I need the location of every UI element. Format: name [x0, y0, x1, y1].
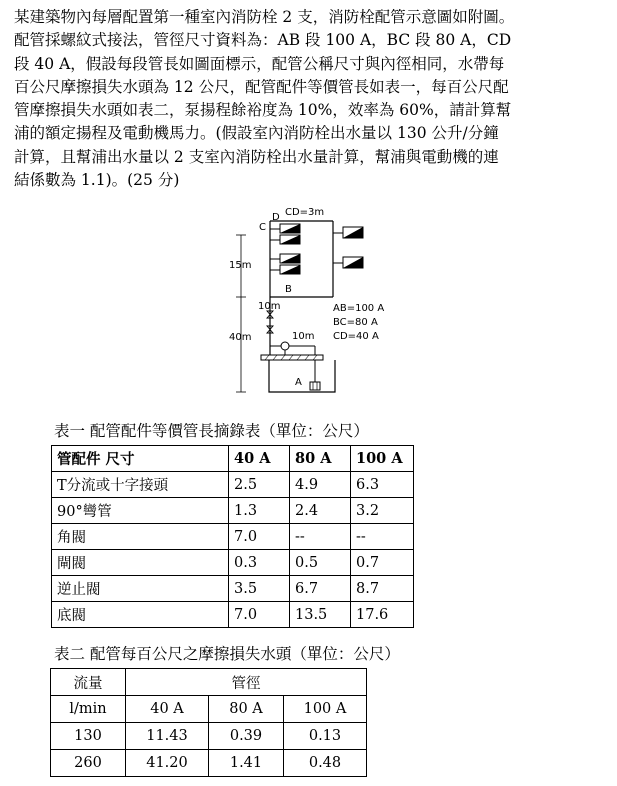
equivalent-length-table — [51, 445, 414, 628]
table-cell: 閘閥 — [52, 550, 229, 576]
label-point-b: B — [285, 284, 292, 295]
label-cd-length: CD=3m — [285, 207, 325, 218]
label-horizontal-length: 10m — [292, 331, 315, 342]
table-header-row — [51, 669, 367, 696]
legend-ab: AB=100 A — [333, 303, 385, 314]
label-vertical-length: 10m — [258, 301, 281, 312]
legend-cd: CD=40 A — [333, 331, 379, 342]
table-cell: 17.6 — [351, 602, 414, 628]
table-row — [51, 723, 367, 750]
problem-line: 管摩擦損失水頭如表二，泵揚程餘裕度為 10%，效率為 60%，請計算幫 — [14, 101, 512, 120]
table-cell: T分流或十字接頭 — [52, 472, 229, 498]
table-cell: 8.7 — [351, 576, 414, 602]
table2-caption: 表二 配管每百公尺之摩擦損失水頭（單位：公尺） — [54, 645, 400, 663]
friction-loss-table — [50, 668, 367, 777]
table-header-cell: 80 A — [290, 446, 351, 472]
table-cell: 41.20 — [126, 750, 209, 777]
pipe-size-header-cell: 管徑 — [126, 669, 367, 696]
label-floor-height: 15m — [229, 260, 252, 271]
table-cell: 4.9 — [290, 472, 351, 498]
table-header-row — [51, 696, 367, 723]
table-row — [52, 602, 414, 628]
problem-line: 浦的額定揚程及電動機馬力。(假設室內消防栓出水量以 130 公升/分鐘 — [14, 124, 499, 143]
table-cell: 0.13 — [284, 723, 367, 750]
water-tank — [269, 360, 335, 392]
table-cell: 1.41 — [209, 750, 284, 777]
table-cell: -- — [351, 524, 414, 550]
hydrant-cabinet — [333, 257, 363, 268]
piping-diagram — [225, 205, 435, 405]
table-cell: 11.43 — [126, 723, 209, 750]
table-cell: 3.5 — [229, 576, 290, 602]
label-total-height: 40m — [229, 332, 252, 343]
table-row — [51, 750, 367, 777]
table-cell: 2.5 — [229, 472, 290, 498]
table1-caption: 表一 配管配件等價管長摘錄表（單位：公尺） — [54, 422, 369, 440]
table-cell: 底閥 — [52, 602, 229, 628]
table-cell: 3.2 — [351, 498, 414, 524]
table-cell: 90°彎管 — [52, 498, 229, 524]
problem-line: 配管採螺紋式接法，管徑尺寸資料為：AB 段 100 A，BC 段 80 A，CD — [14, 31, 512, 50]
table-header-cell: 100 A — [351, 446, 414, 472]
table-cell: 2.4 — [290, 498, 351, 524]
flow-header-cell: 流量 — [51, 669, 126, 696]
table-cell: 0.7 — [351, 550, 414, 576]
table-header-cell: 40 A — [229, 446, 290, 472]
table-cell: 逆止閥 — [52, 576, 229, 602]
table-header-cell: 管配件 尺寸 — [52, 446, 229, 472]
table-cell: 260 — [51, 750, 126, 777]
table-cell: 7.0 — [229, 524, 290, 550]
table-header-row — [52, 446, 414, 472]
label-point-d: D — [272, 212, 280, 223]
legend-bc: BC=80 A — [333, 317, 378, 328]
table-cell: 6.3 — [351, 472, 414, 498]
flow-unit-cell: l/min — [51, 696, 126, 723]
table-row — [52, 472, 414, 498]
table-row — [52, 550, 414, 576]
label-point-c: C — [259, 222, 266, 233]
table-cell: 130 — [51, 723, 126, 750]
table-row — [52, 498, 414, 524]
problem-line: 百公尺摩擦損失水頭為 12 公尺，配管配件等價管長如表一，每百公尺配 — [14, 77, 509, 96]
label-point-a: A — [295, 377, 302, 388]
table-cell: 0.48 — [284, 750, 367, 777]
problem-statement — [14, 6, 608, 192]
table-row — [52, 576, 414, 602]
problem-line: 結係數為 1.1)。(25 分) — [14, 171, 180, 190]
table-header-cell: 100 A — [284, 696, 367, 723]
table-cell: 1.3 — [229, 498, 290, 524]
table-cell: 7.0 — [229, 602, 290, 628]
hydrant-cabinet — [270, 235, 300, 244]
hydrant-cabinet — [270, 265, 300, 274]
problem-line: 某建築物內每層配置第一種室內消防栓 2 支，消防栓配管示意圖如附圖。 — [14, 8, 515, 26]
table-cell: 0.39 — [209, 723, 284, 750]
table-row — [52, 524, 414, 550]
problem-line: 段 40 A，假設每段管長如圖面標示，配管公稱尺寸與內徑相同，水帶每 — [14, 54, 505, 73]
table-cell: -- — [290, 524, 351, 550]
problem-line: 計算，且幫浦出水量以 2 支室內消防栓出水量計算，幫浦與電動機的連 — [14, 147, 499, 166]
table-header-cell: 40 A — [126, 696, 209, 723]
hydrant-cabinet — [270, 254, 300, 263]
foot-valve-icon — [310, 382, 320, 390]
table-cell: 13.5 — [290, 602, 351, 628]
pump-icon — [281, 342, 289, 350]
table-header-cell: 80 A — [209, 696, 284, 723]
hydrant-cabinet — [333, 227, 363, 238]
table-cell: 角閥 — [52, 524, 229, 550]
hydrant-cabinet — [270, 224, 300, 233]
table-cell: 0.5 — [290, 550, 351, 576]
table-cell: 0.3 — [229, 550, 290, 576]
table-cell: 6.7 — [290, 576, 351, 602]
